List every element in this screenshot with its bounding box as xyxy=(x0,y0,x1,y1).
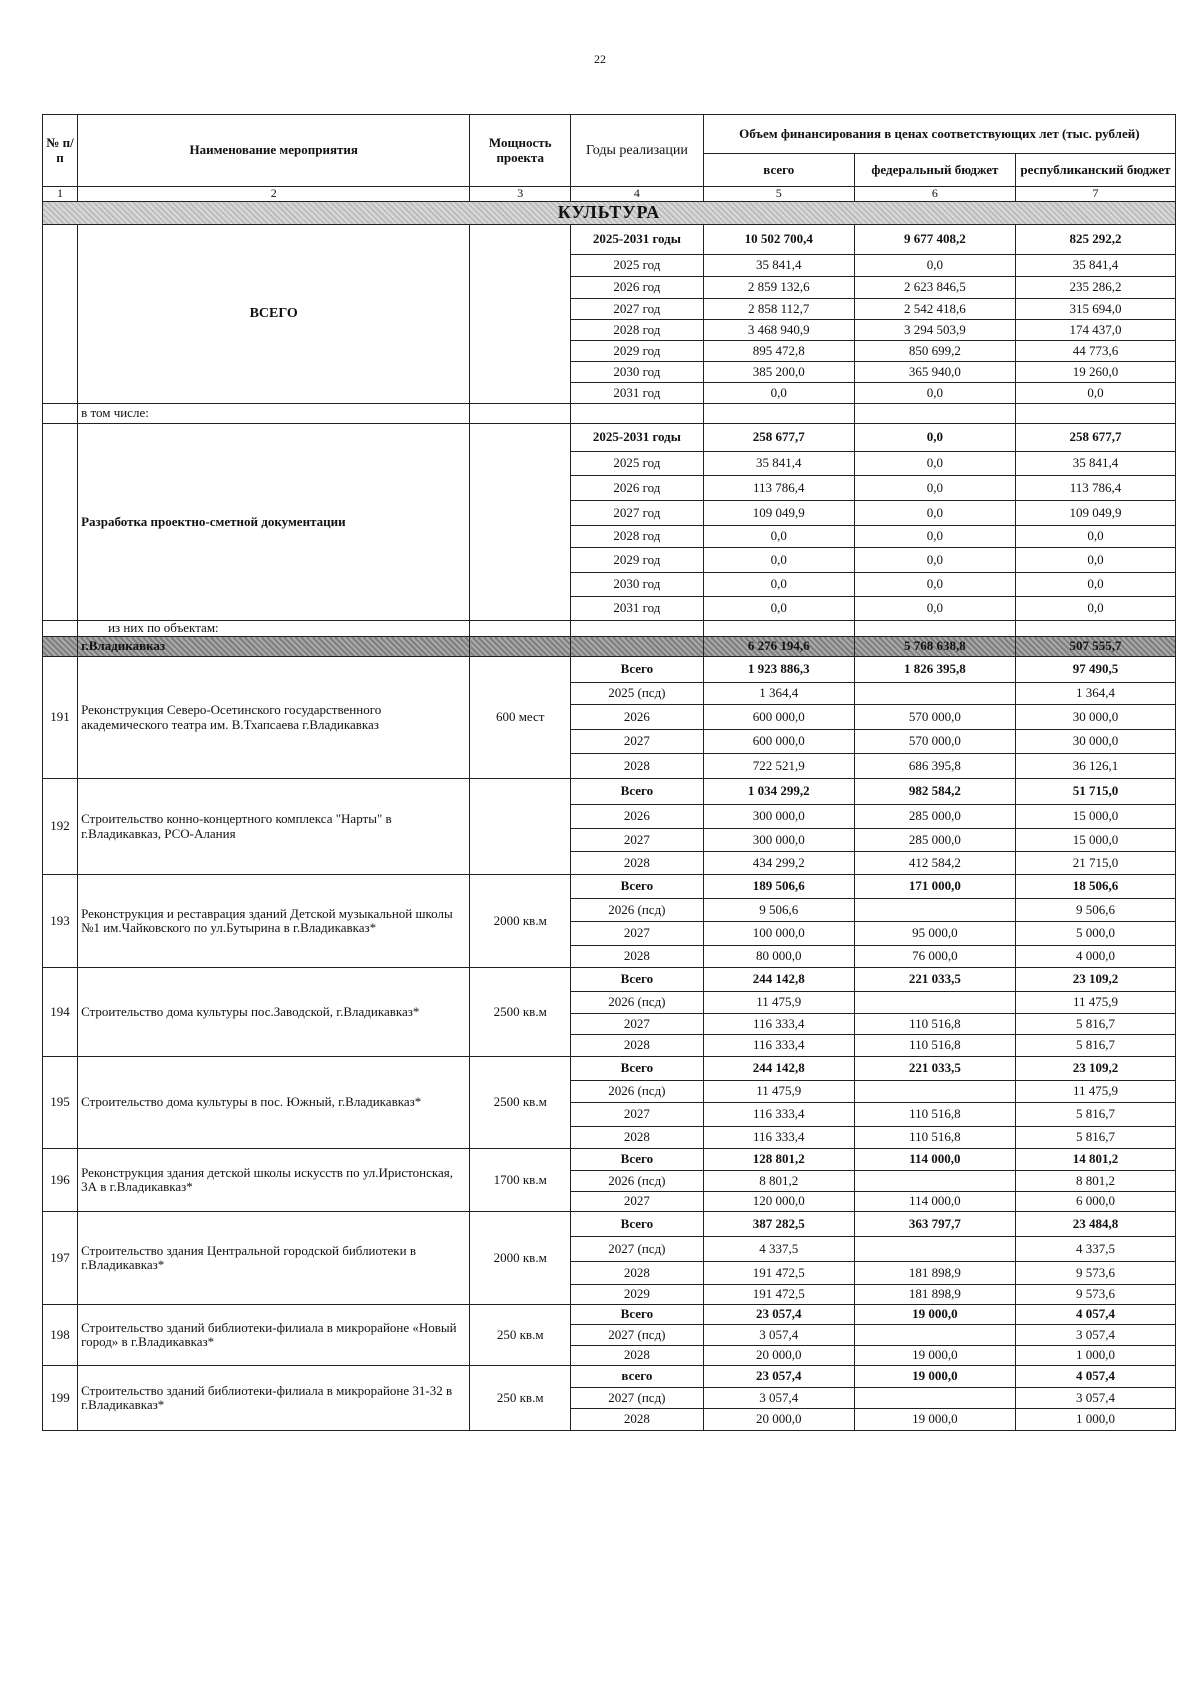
year-cell: 2027 год xyxy=(571,299,704,320)
col-number: 3 xyxy=(470,187,571,202)
header-total: всего xyxy=(703,154,854,187)
republic-cell: 0,0 xyxy=(1015,548,1175,573)
year-cell: Всего xyxy=(571,1149,704,1171)
total-cell: 0,0 xyxy=(703,597,854,621)
year-cell: 2028 xyxy=(571,946,704,968)
col-number: 4 xyxy=(571,187,704,202)
empty-cell xyxy=(470,621,571,637)
empty-cell xyxy=(470,404,571,424)
republic-cell: 5 816,7 xyxy=(1015,1127,1175,1149)
republic-cell: 4 000,0 xyxy=(1015,946,1175,968)
federal-cell: 412 584,2 xyxy=(854,852,1015,875)
empty-cell xyxy=(571,621,704,637)
federal-cell: 171 000,0 xyxy=(854,875,1015,899)
col-number: 2 xyxy=(78,187,470,202)
col-number: 7 xyxy=(1015,187,1175,202)
project-name: Реконструкция здания детской школы искусств по ул.Иристонская, 3А в г.Владикавказ* xyxy=(78,1149,470,1212)
total-cell: 300 000,0 xyxy=(703,829,854,852)
project-row xyxy=(43,1305,1176,1325)
col-number: 5 xyxy=(703,187,854,202)
year-cell: Всего xyxy=(571,1057,704,1081)
federal-cell: 3 294 503,9 xyxy=(854,320,1015,341)
table-row xyxy=(43,225,1176,255)
total-cell: 191 472,5 xyxy=(703,1285,854,1305)
city-total: 6 276 194,6 xyxy=(703,637,854,657)
year-cell: 2029 год xyxy=(571,548,704,573)
year-cell: 2026 xyxy=(571,705,704,730)
republic-cell: 35 841,4 xyxy=(1015,452,1175,476)
total-cell: 35 841,4 xyxy=(703,255,854,277)
project-capacity: 600 мест xyxy=(470,657,571,779)
empty-cell xyxy=(703,621,854,637)
year-cell xyxy=(571,637,704,657)
total-cell: 35 841,4 xyxy=(703,452,854,476)
project-capacity: 2000 кв.м xyxy=(470,875,571,968)
total-cell: 0,0 xyxy=(703,526,854,548)
total-cell: 189 506,6 xyxy=(703,875,854,899)
city-name: г.Владикавказ xyxy=(78,637,470,657)
federal-cell: 110 516,8 xyxy=(854,1035,1015,1057)
no-cell xyxy=(43,424,78,621)
federal-cell: 221 033,5 xyxy=(854,968,1015,992)
republic-cell: 235 286,2 xyxy=(1015,277,1175,299)
federal-cell xyxy=(854,1325,1015,1346)
federal-cell: 0,0 xyxy=(854,526,1015,548)
total-cell: 100 000,0 xyxy=(703,922,854,946)
year-cell: 2028 xyxy=(571,754,704,779)
project-name: Строительство дома культуры пос.Заводской, г.Владикавказ* xyxy=(78,968,470,1057)
total-cell: 116 333,4 xyxy=(703,1014,854,1035)
total-cell: 23 057,4 xyxy=(703,1305,854,1325)
year-cell: 2026 (псд) xyxy=(571,899,704,922)
total-cell: 11 475,9 xyxy=(703,992,854,1014)
year-cell: 2025-2031 годы xyxy=(571,225,704,255)
year-cell: 2026 (псд) xyxy=(571,1081,704,1103)
federal-cell: 0,0 xyxy=(854,573,1015,597)
total-cell: 600 000,0 xyxy=(703,705,854,730)
year-cell: 2028 xyxy=(571,1409,704,1431)
republic-cell: 3 057,4 xyxy=(1015,1325,1175,1346)
project-number: 195 xyxy=(43,1057,78,1149)
year-cell: 2027 xyxy=(571,922,704,946)
republic-cell: 9 573,6 xyxy=(1015,1285,1175,1305)
project-row xyxy=(43,1057,1176,1081)
republic-cell: 0,0 xyxy=(1015,573,1175,597)
federal-cell: 570 000,0 xyxy=(854,730,1015,754)
federal-cell xyxy=(854,992,1015,1014)
including-label: в том числе: xyxy=(78,404,470,424)
no-cell xyxy=(43,637,78,657)
federal-cell: 19 000,0 xyxy=(854,1366,1015,1388)
total-cell: 1 034 299,2 xyxy=(703,779,854,805)
year-cell: 2027 xyxy=(571,1014,704,1035)
project-row xyxy=(43,1366,1176,1388)
header-years: Годы реализации xyxy=(571,115,704,187)
republic-cell: 30 000,0 xyxy=(1015,705,1175,730)
republic-cell: 315 694,0 xyxy=(1015,299,1175,320)
total-cell: 20 000,0 xyxy=(703,1409,854,1431)
federal-cell: 0,0 xyxy=(854,255,1015,277)
federal-cell: 95 000,0 xyxy=(854,922,1015,946)
header-republic: республиканский бюджет xyxy=(1015,154,1175,187)
republic-cell: 1 000,0 xyxy=(1015,1409,1175,1431)
republic-cell: 23 484,8 xyxy=(1015,1212,1175,1237)
federal-cell: 181 898,9 xyxy=(854,1285,1015,1305)
federal-cell xyxy=(854,1388,1015,1409)
federal-cell: 850 699,2 xyxy=(854,341,1015,362)
federal-cell: 19 000,0 xyxy=(854,1409,1015,1431)
federal-cell: 982 584,2 xyxy=(854,779,1015,805)
empty-cell xyxy=(571,404,704,424)
federal-cell: 19 000,0 xyxy=(854,1346,1015,1366)
table-row xyxy=(43,404,1176,424)
year-cell: 2028 xyxy=(571,1035,704,1057)
federal-cell: 285 000,0 xyxy=(854,829,1015,852)
federal-cell: 0,0 xyxy=(854,383,1015,404)
empty-cell xyxy=(703,404,854,424)
year-cell: 2030 год xyxy=(571,573,704,597)
federal-cell: 221 033,5 xyxy=(854,1057,1015,1081)
total-cell: 244 142,8 xyxy=(703,968,854,992)
city-republic: 507 555,7 xyxy=(1015,637,1175,657)
total-cell: 244 142,8 xyxy=(703,1057,854,1081)
federal-cell: 365 940,0 xyxy=(854,362,1015,383)
total-cell: 116 333,4 xyxy=(703,1103,854,1127)
project-number: 191 xyxy=(43,657,78,779)
year-cell: 2025 (псд) xyxy=(571,683,704,705)
total-cell: 600 000,0 xyxy=(703,730,854,754)
total-cell: 1 923 886,3 xyxy=(703,657,854,683)
section-title: КУЛЬТУРА xyxy=(43,202,1176,225)
project-number: 198 xyxy=(43,1305,78,1366)
objects-label: из них по объектам: xyxy=(78,621,470,637)
project-capacity: 250 кв.м xyxy=(470,1366,571,1431)
year-cell: 2026 (псд) xyxy=(571,1171,704,1192)
federal-cell xyxy=(854,1171,1015,1192)
republic-cell: 36 126,1 xyxy=(1015,754,1175,779)
total-cell: 9 506,6 xyxy=(703,899,854,922)
republic-cell: 30 000,0 xyxy=(1015,730,1175,754)
project-name: Строительство зданий библиотеки-филиала в микрорайоне 31-32 в г.Владикавказ* xyxy=(78,1366,470,1431)
federal-cell: 0,0 xyxy=(854,501,1015,526)
project-number: 194 xyxy=(43,968,78,1057)
col-number: 6 xyxy=(854,187,1015,202)
republic-cell: 3 057,4 xyxy=(1015,1388,1175,1409)
city-row xyxy=(43,637,1176,657)
design-block-label: Разработка проектно-сметной документации xyxy=(78,424,470,621)
empty-cell xyxy=(1015,404,1175,424)
year-cell: Всего xyxy=(571,657,704,683)
federal-cell: 0,0 xyxy=(854,597,1015,621)
year-cell: 2031 год xyxy=(571,383,704,404)
total-cell: 3 057,4 xyxy=(703,1325,854,1346)
project-name: Строительство конно-концертного комплекса "Нарты" в г.Владикавказ, РСО-Алания xyxy=(78,779,470,875)
federal-cell: 285 000,0 xyxy=(854,805,1015,829)
republic-cell: 5 816,7 xyxy=(1015,1014,1175,1035)
year-cell: 2028 xyxy=(571,852,704,875)
federal-cell: 1 826 395,8 xyxy=(854,657,1015,683)
federal-cell: 363 797,7 xyxy=(854,1212,1015,1237)
year-cell: 2030 год xyxy=(571,362,704,383)
project-capacity: 2500 кв.м xyxy=(470,968,571,1057)
table-row xyxy=(43,424,1176,452)
federal-cell: 110 516,8 xyxy=(854,1014,1015,1035)
federal-cell: 570 000,0 xyxy=(854,705,1015,730)
federal-cell: 686 395,8 xyxy=(854,754,1015,779)
capacity-cell xyxy=(470,424,571,621)
project-name: Реконструкция Северо-Осетинского государственного академического театра им. В.Тхапсаева г.Владикавказ xyxy=(78,657,470,779)
year-cell: всего xyxy=(571,1366,704,1388)
year-cell: 2028 год xyxy=(571,320,704,341)
project-capacity: 1700 кв.м xyxy=(470,1149,571,1212)
year-cell: 2025-2031 годы xyxy=(571,424,704,452)
total-cell: 116 333,4 xyxy=(703,1127,854,1149)
project-capacity: 250 кв.м xyxy=(470,1305,571,1366)
total-cell: 8 801,2 xyxy=(703,1171,854,1192)
republic-cell: 0,0 xyxy=(1015,597,1175,621)
republic-cell: 0,0 xyxy=(1015,526,1175,548)
republic-cell: 258 677,7 xyxy=(1015,424,1175,452)
republic-cell: 11 475,9 xyxy=(1015,1081,1175,1103)
city-federal: 5 768 638,8 xyxy=(854,637,1015,657)
year-cell: 2025 год xyxy=(571,255,704,277)
total-cell: 80 000,0 xyxy=(703,946,854,968)
year-cell: 2028 xyxy=(571,1346,704,1366)
year-cell: 2031 год xyxy=(571,597,704,621)
project-row xyxy=(43,1212,1176,1237)
year-cell: 2027 xyxy=(571,1103,704,1127)
republic-cell: 97 490,5 xyxy=(1015,657,1175,683)
total-cell: 1 364,4 xyxy=(703,683,854,705)
republic-cell: 19 260,0 xyxy=(1015,362,1175,383)
year-cell: 2027 (псд) xyxy=(571,1237,704,1262)
header-name: Наименование мероприятия xyxy=(78,115,470,187)
total-cell: 116 333,4 xyxy=(703,1035,854,1057)
total-cell: 10 502 700,4 xyxy=(703,225,854,255)
year-cell: 2027 (псд) xyxy=(571,1388,704,1409)
year-cell: Всего xyxy=(571,1305,704,1325)
republic-cell: 23 109,2 xyxy=(1015,968,1175,992)
project-row xyxy=(43,968,1176,992)
republic-cell: 18 506,6 xyxy=(1015,875,1175,899)
republic-cell: 44 773,6 xyxy=(1015,341,1175,362)
project-name: Реконструкция и реставрация зданий Детской музыкальной школы №1 им.Чайковского по ул.Бутырина в г.Владикавказ* xyxy=(78,875,470,968)
total-block-label: ВСЕГО xyxy=(78,225,470,404)
total-cell: 2 858 112,7 xyxy=(703,299,854,320)
republic-cell: 5 816,7 xyxy=(1015,1035,1175,1057)
total-cell: 109 049,9 xyxy=(703,501,854,526)
year-cell: 2028 xyxy=(571,1262,704,1285)
year-cell: Всего xyxy=(571,875,704,899)
empty-cell xyxy=(1015,621,1175,637)
year-cell: 2027 xyxy=(571,730,704,754)
page-number: 22 xyxy=(594,52,606,66)
project-row xyxy=(43,875,1176,899)
project-number: 196 xyxy=(43,1149,78,1212)
republic-cell: 9 506,6 xyxy=(1015,899,1175,922)
republic-cell: 1 000,0 xyxy=(1015,1346,1175,1366)
year-cell: Всего xyxy=(571,968,704,992)
federal-cell: 0,0 xyxy=(854,452,1015,476)
table-row xyxy=(43,621,1176,637)
project-row xyxy=(43,1149,1176,1171)
republic-cell: 4 057,4 xyxy=(1015,1305,1175,1325)
project-name: Строительство здания Центральной городской библиотеки в г.Владикавказ* xyxy=(78,1212,470,1305)
total-cell: 300 000,0 xyxy=(703,805,854,829)
year-cell: 2028 год xyxy=(571,526,704,548)
project-row xyxy=(43,779,1176,805)
republic-cell: 4 337,5 xyxy=(1015,1237,1175,1262)
total-cell: 191 472,5 xyxy=(703,1262,854,1285)
header-capacity: Мощность проекта xyxy=(470,115,571,187)
project-number: 197 xyxy=(43,1212,78,1305)
project-capacity: 2000 кв.м xyxy=(470,1212,571,1305)
federal-cell: 76 000,0 xyxy=(854,946,1015,968)
total-cell: 20 000,0 xyxy=(703,1346,854,1366)
federal-cell: 0,0 xyxy=(854,476,1015,501)
year-cell: 2027 xyxy=(571,1192,704,1212)
federal-cell: 110 516,8 xyxy=(854,1127,1015,1149)
year-cell: 2027 год xyxy=(571,501,704,526)
total-cell: 2 859 132,6 xyxy=(703,277,854,299)
republic-cell: 14 801,2 xyxy=(1015,1149,1175,1171)
republic-cell: 825 292,2 xyxy=(1015,225,1175,255)
republic-cell: 15 000,0 xyxy=(1015,829,1175,852)
capacity-cell xyxy=(470,637,571,657)
republic-cell: 51 715,0 xyxy=(1015,779,1175,805)
total-cell: 387 282,5 xyxy=(703,1212,854,1237)
no-cell xyxy=(43,621,78,637)
total-cell: 120 000,0 xyxy=(703,1192,854,1212)
project-number: 192 xyxy=(43,779,78,875)
total-cell: 385 200,0 xyxy=(703,362,854,383)
total-cell: 722 521,9 xyxy=(703,754,854,779)
year-cell: Всего xyxy=(571,779,704,805)
year-cell: Всего xyxy=(571,1212,704,1237)
federal-cell: 19 000,0 xyxy=(854,1305,1015,1325)
republic-cell: 8 801,2 xyxy=(1015,1171,1175,1192)
no-cell xyxy=(43,225,78,404)
federal-cell: 2 542 418,6 xyxy=(854,299,1015,320)
year-cell: 2026 год xyxy=(571,476,704,501)
republic-cell: 0,0 xyxy=(1015,383,1175,404)
year-cell: 2025 год xyxy=(571,452,704,476)
republic-cell: 1 364,4 xyxy=(1015,683,1175,705)
republic-cell: 5 000,0 xyxy=(1015,922,1175,946)
project-name: Строительство дома культуры в пос. Южный, г.Владикавказ* xyxy=(78,1057,470,1149)
republic-cell: 23 109,2 xyxy=(1015,1057,1175,1081)
year-cell: 2027 (псд) xyxy=(571,1325,704,1346)
total-cell: 11 475,9 xyxy=(703,1081,854,1103)
total-cell: 0,0 xyxy=(703,573,854,597)
year-cell: 2027 xyxy=(571,829,704,852)
republic-cell: 5 816,7 xyxy=(1015,1103,1175,1127)
federal-cell: 2 623 846,5 xyxy=(854,277,1015,299)
republic-cell: 11 475,9 xyxy=(1015,992,1175,1014)
federal-cell: 0,0 xyxy=(854,548,1015,573)
year-cell: 2029 год xyxy=(571,341,704,362)
republic-cell: 4 057,4 xyxy=(1015,1366,1175,1388)
federal-cell: 110 516,8 xyxy=(854,1103,1015,1127)
republic-cell: 9 573,6 xyxy=(1015,1262,1175,1285)
total-cell: 23 057,4 xyxy=(703,1366,854,1388)
empty-cell xyxy=(854,404,1015,424)
total-cell: 895 472,8 xyxy=(703,341,854,362)
total-cell: 258 677,7 xyxy=(703,424,854,452)
republic-cell: 174 437,0 xyxy=(1015,320,1175,341)
republic-cell: 35 841,4 xyxy=(1015,255,1175,277)
project-capacity xyxy=(470,779,571,875)
year-cell: 2026 год xyxy=(571,277,704,299)
republic-cell: 6 000,0 xyxy=(1015,1192,1175,1212)
project-row xyxy=(43,657,1176,683)
republic-cell: 15 000,0 xyxy=(1015,805,1175,829)
total-cell: 128 801,2 xyxy=(703,1149,854,1171)
financing-table xyxy=(42,114,1176,1431)
header-no: № п/п xyxy=(43,115,78,187)
project-number: 193 xyxy=(43,875,78,968)
republic-cell: 113 786,4 xyxy=(1015,476,1175,501)
header-finance: Объем финансирования в ценах соответствующих лет (тыс. рублей) xyxy=(703,115,1175,154)
total-cell: 3 468 940,9 xyxy=(703,320,854,341)
federal-cell xyxy=(854,1081,1015,1103)
federal-cell: 114 000,0 xyxy=(854,1149,1015,1171)
total-cell: 4 337,5 xyxy=(703,1237,854,1262)
col-number: 1 xyxy=(43,187,78,202)
federal-cell: 0,0 xyxy=(854,424,1015,452)
federal-cell: 181 898,9 xyxy=(854,1262,1015,1285)
project-number: 199 xyxy=(43,1366,78,1431)
year-cell: 2028 xyxy=(571,1127,704,1149)
total-cell: 113 786,4 xyxy=(703,476,854,501)
capacity-cell xyxy=(470,225,571,404)
federal-cell: 114 000,0 xyxy=(854,1192,1015,1212)
year-cell: 2026 xyxy=(571,805,704,829)
federal-cell xyxy=(854,899,1015,922)
year-cell: 2026 (псд) xyxy=(571,992,704,1014)
federal-cell xyxy=(854,1237,1015,1262)
republic-cell: 21 715,0 xyxy=(1015,852,1175,875)
empty-cell xyxy=(854,621,1015,637)
total-cell: 0,0 xyxy=(703,383,854,404)
project-capacity: 2500 кв.м xyxy=(470,1057,571,1149)
header-federal: федеральный бюджет xyxy=(854,154,1015,187)
total-cell: 3 057,4 xyxy=(703,1388,854,1409)
federal-cell xyxy=(854,683,1015,705)
no-cell xyxy=(43,404,78,424)
republic-cell: 109 049,9 xyxy=(1015,501,1175,526)
total-cell: 434 299,2 xyxy=(703,852,854,875)
project-name: Строительство зданий библиотеки-филиала в микрорайоне «Новый город» в г.Владикавказ* xyxy=(78,1305,470,1366)
federal-cell: 9 677 408,2 xyxy=(854,225,1015,255)
year-cell: 2029 xyxy=(571,1285,704,1305)
total-cell: 0,0 xyxy=(703,548,854,573)
